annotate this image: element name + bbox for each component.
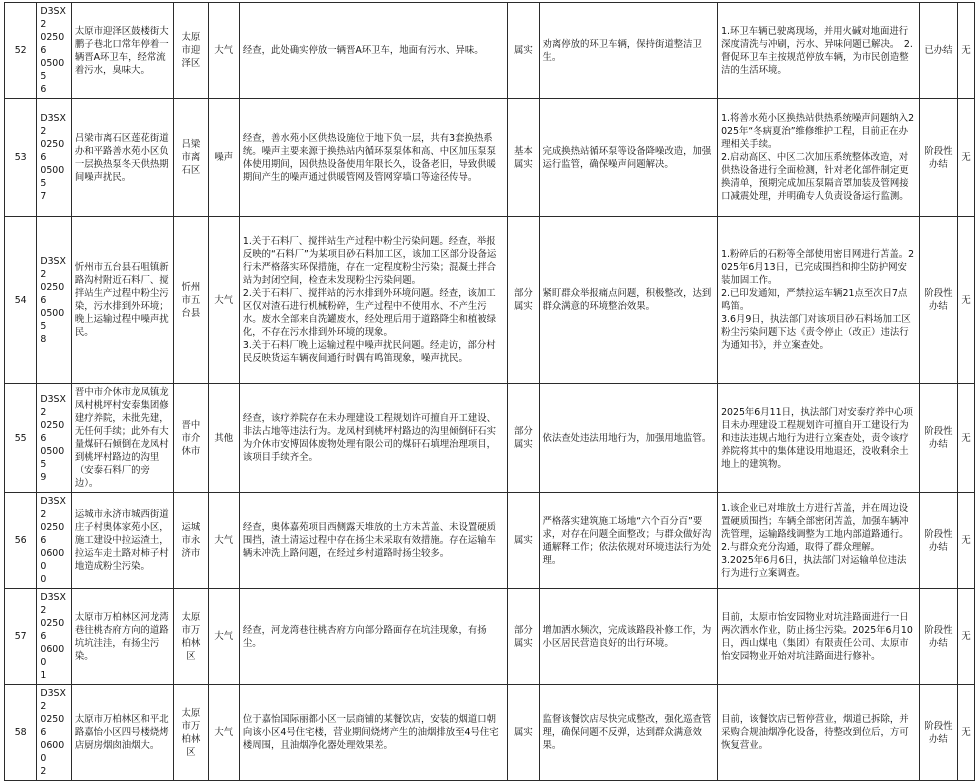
pollution-type: 大气 [208,589,239,685]
status: 阶段性 办结 [919,493,958,589]
row-number: 56 [5,493,37,589]
accountability: 无 [958,3,975,99]
verdict: 基本 属实 [508,99,539,217]
table-row [5,384,975,493]
case-code: D3SX2 02506 05005 6 [37,3,71,99]
progress: 目前，太原市怡安园物业对坑洼路面进行一日两次洒水作业，防止扬尘污染。2025年6月10日，西山煤电（集团）有限责任公司、太原市怡安园物业开始对坑洼路面进行修补。 [718,589,920,685]
progress: 1.粉碎后的石粉等全部使用密目网进行苫盖。2025年6月13日，已完成围挡和抑尘防护网安装加固工作。 2.已印发通知，严禁拉运车辆21点至次日7点鸣笛。 3.6月9日，执法部门对该项目砂石料场加工区粉尘污染问题下达《责令停止（改正）违法行为通知书》，并立案查处。 [718,217,920,384]
district: 吕梁 市离 石区 [174,99,208,217]
investigation-finding: 经查，该疗养院存在未办理建设工程规划许可擅自开工建设、非法占地等违法行为。龙凤村到桃坪村路边的沟里倾倒矸石实为介休市安博固体废物处理有限公司的煤矸石填埋治理项目，该项目手续齐全。 [239,384,507,493]
complaint-content: 运城市永济市城西街道庄子村奥体家苑小区，施工建设中拉运渣土，拉运车走土路对柿子村地造成粉尘污染。 [71,493,173,589]
progress: 1.该企业已对堆放土方进行苫盖，并在周边设置硬质围挡；车辆全部密闭苫盖，加强车辆冲洗管理，运输路线调整为工地内部道路通行。 2.与群众充分沟通，取得了群众理解。 3.2025年6月6日，执法部门对运输单位违法行为进行立案调查。 [718,493,920,589]
accountability: 无 [958,384,975,493]
pollution-type: 大气 [208,685,239,781]
accountability: 无 [958,493,975,589]
verdict: 部分 属实 [508,384,539,493]
row-number: 55 [5,384,37,493]
investigation-finding: 经查，奥体嘉苑项目西侧露天堆放的土方未苫盖、未设置硬质围挡，渣土清运过程中存在扬尘未采取有效措施。存在运输车辆未冲洗上路问题，在经过乡村道路时扬尘较多。 [239,493,507,589]
accountability: 无 [958,589,975,685]
complaint-content: 吕梁市离石区莲花街道办和平路善水苑小区负一层换热泵冬天供热期间噪声扰民。 [71,99,173,217]
progress: 目前，该餐饮店已暂停营业，烟道已拆除，并采购合规油烟净化设备，待整改到位后，方可恢复营业。 [718,685,920,781]
row-number: 57 [5,589,37,685]
case-code: D3SX2 02506 05005 9 [37,384,71,493]
case-code: D3SX2 02506 05005 8 [37,217,71,384]
accountability: 无 [958,685,975,781]
complaint-content: 太原市万柏林区河龙湾巷往桃杏府方向的道路坑坑洼洼，有扬尘污染。 [71,589,173,685]
progress: 1.环卫车辆已驶离现场，并用火碱对地面进行深度清洗与冲刷，污水、异味问题已解决。 2.督促环卫车主按规范停放车辆，为市民创造整洁的生活环境。 [718,3,920,99]
district: 晋中 市介 休市 [174,384,208,493]
district: 太原 市万 柏林 区 [174,589,208,685]
pollution-type: 大气 [208,217,239,384]
table-row [5,217,975,384]
status: 阶段性 办结 [919,589,958,685]
district: 运城 市永 济市 [174,493,208,589]
verdict: 属实 [508,493,539,589]
status: 阶段性 办结 [919,384,958,493]
complaint-content: 太原市迎泽区鼓楼街大鹏子巷北口常年停着一辆晋A环卫车，经常流着污水，臭味大。 [71,3,173,99]
case-code: D3SX2 02506 06000 1 [37,589,71,685]
row-number: 54 [5,217,37,384]
status: 已办结 [919,3,958,99]
status: 阶段性 办结 [919,217,958,384]
progress: 2025年6月11日，执法部门对安泰疗养中心项目未办理建设工程规划许可擅自开工建设行为和违法违规占地行为进行立案查处，责令该疗养院将其中的集体建设用地退还，没收剩余土地上的建筑物。 [718,384,920,493]
pollution-type: 大气 [208,493,239,589]
verdict: 属实 [508,685,539,781]
investigation-finding: 经查，善水苑小区供热设施位于地下负一层，共有3套换热系统。噪声主要来源于换热站内循环泵泵体和高、中区加压泵泵体使用期间，因供热设备使用年限长久，设备老旧，导致供暖期间产生的噪声通过供暖管网及管网穿墙口等途径传导。 [239,99,507,217]
table-row [5,589,975,685]
rectification-goal: 完成换热站循环泵等设备降噪改造，加强运行监管，确保噪声问题解决。 [539,99,718,217]
case-code: D3SX2 02506 05005 7 [37,99,71,217]
case-code: D3SX2 02506 06000 2 [37,685,71,781]
table-row [5,493,975,589]
pollution-type: 其他 [208,384,239,493]
investigation-finding: 1.关于石料厂、搅拌站生产过程中粉尘污染问题。经查，举报反映的“石料厂”为某项目砂石料加工区，该加工区部分设备运行未严格落实环保措施，存在一定程度粉尘污染；混凝土拌合站为封闭空间，检查未发现粉尘污染问题。 2.关于石料厂、搅拌站的污水排到外环境问题。经查，该加工区仅对渣石进行机械粉碎，生产过程中不使用水、不产生污水。废水全部来自洗罐废水，经处理后用于道路降尘和植被绿化，不存在污水排到外环境的现象。 3.关于石料厂晚上运输过程中噪声扰民问题。经走访，部分村民反映货运车辆夜间通行时偶有鸣笛现象，噪声扰民。 [239,217,507,384]
case-code: D3SX2 02506 06000 0 [37,493,71,589]
district: 忻州 市五 台县 [174,217,208,384]
table-row [5,99,975,217]
pollution-type: 噪声 [208,99,239,217]
rectification-goal: 劝离停放的环卫车辆，保持街道整洁卫生。 [539,3,718,99]
row-number: 58 [5,685,37,781]
progress: 1.将善水苑小区换热站供热系统噪声问题纳入2025年“冬病夏治”维修维护工程，目前正在办理相关手续。 2.启动高区、中区二次加压系统整体改造，对供热设备进行全面检测，针对老化部件制定更换清单，预期完成加压泵隔音罩加装及管网接口减震处理，并明确专人负责设备运行监测。 [718,99,920,217]
investigation-finding: 经查，河龙湾巷往桃杏府方向部分路面存在坑洼现象，有扬尘。 [239,589,507,685]
verdict: 属实 [508,3,539,99]
accountability: 无 [958,217,975,384]
complaint-content: 晋中市介休市龙凤镇龙凤村桃坪村安泰集团修建疗养院，未批先建，无任何手续；此外有大量煤矸石倾倒在龙凤村到桃坪村路边的沟里（安泰石料厂的旁边）。 [71,384,173,493]
rectification-goal: 监督该餐饮店尽快完成整改，强化巡查管理，确保问题不反弹，达到群众满意效果。 [539,685,718,781]
district: 太原 市万 柏林 区 [174,685,208,781]
investigation-finding: 位于嘉怡国际丽都小区一层商铺的某餐饮店，安装的烟道口朝向该小区4号住宅楼，营业期间烧烤产生的油烟排放至4号住宅楼周围，且油烟净化器处理效果差。 [239,685,507,781]
verdict: 部分 属实 [508,589,539,685]
complaint-content: 太原市万柏林区和平北路嘉怡小区四号楼烧烤店厨房烟囱油烟大。 [71,685,173,781]
table-body [5,3,975,781]
complaint-content: 忻州市五台县石咀镇新路沟村附近石料厂、搅拌站生产过程中粉尘污染，污水排到外环境；晚上运输过程中噪声扰民。 [71,217,173,384]
status: 阶段性 办结 [919,685,958,781]
pollution-type: 大气 [208,3,239,99]
rectification-goal: 依法查处违法用地行为，加强用地监管。 [539,384,718,493]
status: 阶段性 办结 [919,99,958,217]
district: 太原 市迎 泽区 [174,3,208,99]
table-row [5,3,975,99]
investigation-finding: 经查，此处确实停放一辆晋A环卫车，地面有污水、异味。 [239,3,507,99]
verdict: 部分 属实 [508,217,539,384]
row-number: 53 [5,99,37,217]
rectification-goal: 紧盯群众举报痛点问题，积极整改，达到群众满意的环境整治效果。 [539,217,718,384]
complaint-table [4,2,975,781]
rectification-goal: 严格落实建筑施工场地“六个百分百”要求，对存在问题全面整改；与群众做好沟通解释工作；依法依规对环境违法行为处理。 [539,493,718,589]
row-number: 52 [5,3,37,99]
rectification-goal: 增加洒水频次，完成该路段补修工作，为小区居民营造良好的出行环境。 [539,589,718,685]
accountability: 无 [958,99,975,217]
